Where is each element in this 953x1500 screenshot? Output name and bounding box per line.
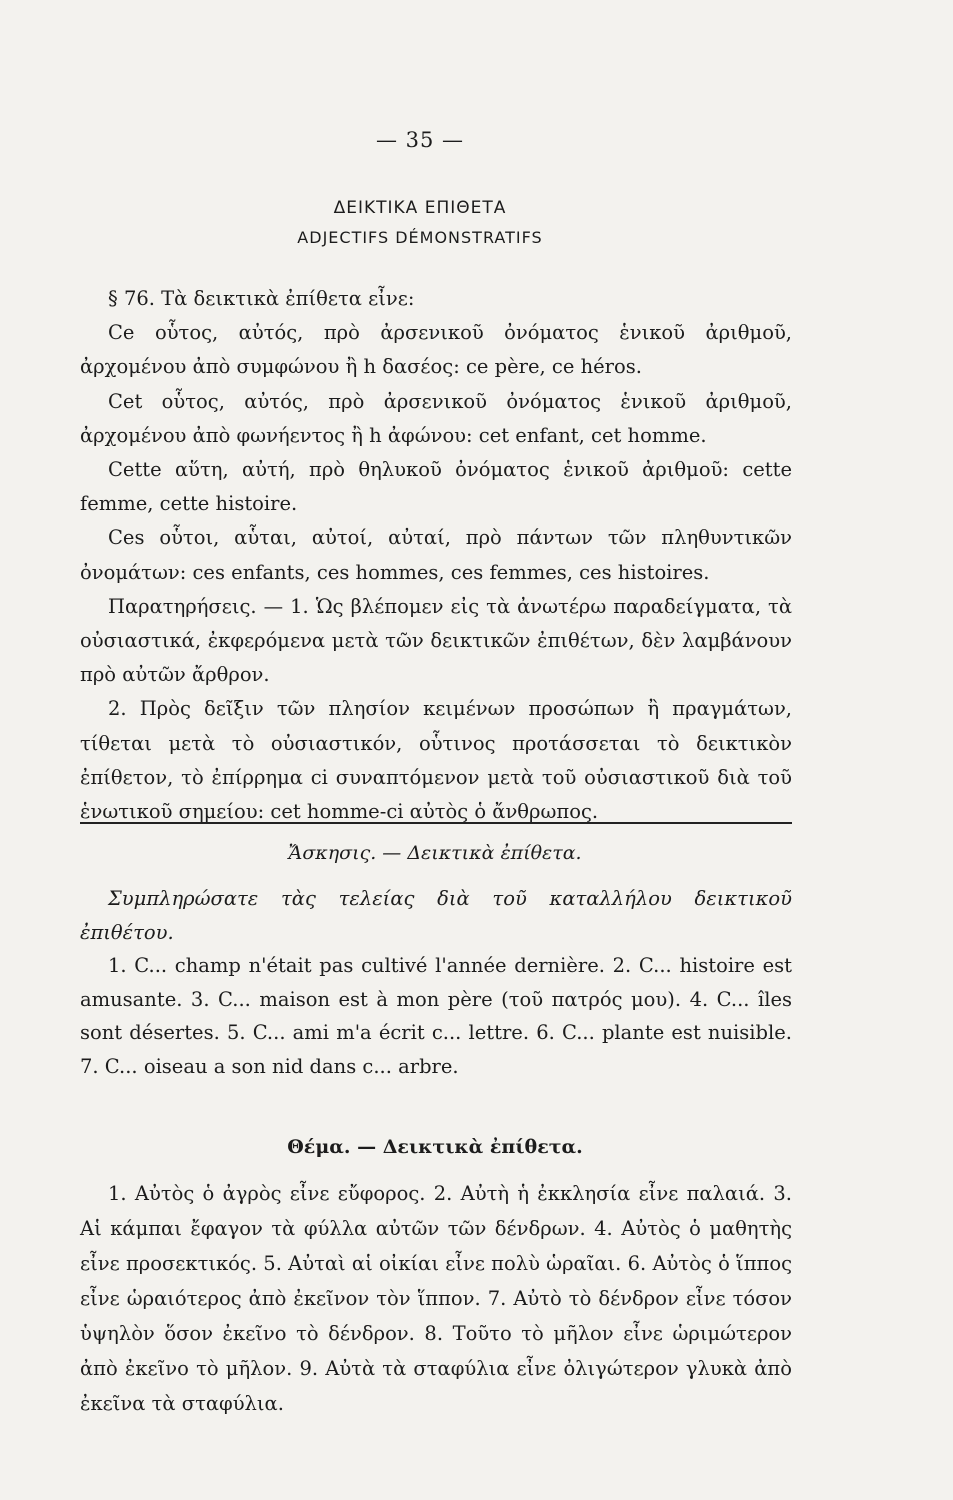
exercise-text: 1. C... champ n'était pas cultivé l'année dernière. 2. C... histoire est amusante. 3. C... maison est à mon père (τοῦ πατρός μου). 4. C... îles sont désertes. 5. C... ami m'a écrit c... lettre. 6. C... plante est nuisible. 7. C... oiseau a son nid dans c... arbre.	[80, 954, 792, 1078]
rule-cet: Cet οὗτος, αὐτός, πρὸ ἀρσενικοῦ ὀνόματος ἑνικοῦ ἀριθμοῦ, ἀρχομένου ἀπὸ φωνήεντος ἢ h ἀφώνου: cet enfant, cet homme.	[80, 389, 792, 447]
remark-1: Παρατηρήσεις. — 1. Ὡς βλέπομεν εἰς τὰ ἀνωτέρω παραδείγματα, τὰ οὐσιαστικά, ἐκφερόμενα μετὰ τῶν δεικτικῶν ἐπιθέτων, δὲν λαμβάνουν πρὸ αὐτῶν ἄρθρον.	[80, 594, 792, 687]
theme-section	[80, 1176, 792, 1421]
divider	[80, 822, 792, 824]
section-heading: § 76. Τὰ δεικτικὰ ἐπίθετα εἶνε:	[108, 287, 415, 310]
theme-text: 1. Αὐτὸς ὁ ἀγρὸς εἶνε εὔφορος. 2. Αὐτὴ ἡ ἐκκλησία εἶνε παλαιά. 3. Αἱ κάμπαι ἔφαγον τὰ φύλλα αὐτῶν τῶν δένδρων. 4. Αὐτὸς ὁ μαθητὴς εἶνε προσεκτικός. 5. Αὐταὶ αἱ οἰκίαι εἶνε πολὺ ὡραῖαι. 6. Αὐτὸς ὁ ἵππος εἶνε ὡραιότερος ἀπὸ ἐκεῖνον τὸν ἵππον. 7. Αὐτὸ τὸ δένδρον εἶνε τόσον ὑψηλὸν ὅσον ἐκεῖνο τὸ δένδρον. 8. Τοῦτο τὸ μῆλον εἶνε ὡριμώτερον ἀπὸ ἐκεῖνο τὸ μῆλον. 9. Αὐτὰ τὰ σταφύλια εἶνε ὀλιγώτερον γλυκὰ ἀπὸ ἐκεῖνα τὰ σταφύλια.	[80, 1182, 792, 1415]
theme-title: Θέμα. — Δεικτικὰ ἐπίθετα.	[287, 1136, 583, 1158]
exercise-title: Ἄσκησις. — Δεικτικὰ ἐπίθετα.	[288, 842, 582, 864]
page-number: — 35 —	[375, 128, 465, 152]
remark-2: 2. Πρὸς δεῖξιν τῶν πλησίον κειμένων προσώπων ἢ πραγμάτων, τίθεται μετὰ τὸ οὐσιαστικόν, οὗτινος προτάσσεται τὸ δεικτικὸν ἐπίθετον, τὸ ἐπίρρημα ci συναπτόμενον μετὰ τοῦ οὐσιαστικοῦ διὰ τοῦ ἑνωτικοῦ σημείου: cet homme-ci αὐτὸς ὁ ἄνθρωπος.	[80, 697, 792, 824]
rule-ces: Ces οὗτοι, αὗται, αὐτοί, αὐταί, πρὸ πάντων τῶν πληθυντικῶν ὀνομάτων: ces enfants, ces hommes, ces femmes, ces histoires.	[80, 526, 792, 584]
rule-ce: Ce οὗτος, αὐτός, πρὸ ἀρσενικοῦ ὀνόματος ἑνικοῦ ἀριθμοῦ, ἀρχομένου ἀπὸ συμφώνου ἢ h δασέος: ce père, ce héros.	[80, 321, 792, 379]
exercise-instruction: Συμπληρώσατε τὰς τελείας διὰ τοῦ καταλλήλου δεικτικοῦ ἐπιθέτου.	[80, 887, 792, 944]
grammar-section	[80, 282, 792, 829]
rule-cette: Cette αὕτη, αὐτή, πρὸ θηλυκοῦ ὀνόματος ἑνικοῦ ἀριθμοῦ: cette femme, cette histoire.	[80, 458, 792, 516]
chapter-title-greek: ΔΕΙΚΤΙΚΑ ΕΠΙΘΕΤΑ	[333, 198, 507, 218]
chapter-title-french: ADJECTIFS DÉMONSTRATIFS	[297, 228, 543, 247]
exercise-section	[80, 882, 792, 1083]
